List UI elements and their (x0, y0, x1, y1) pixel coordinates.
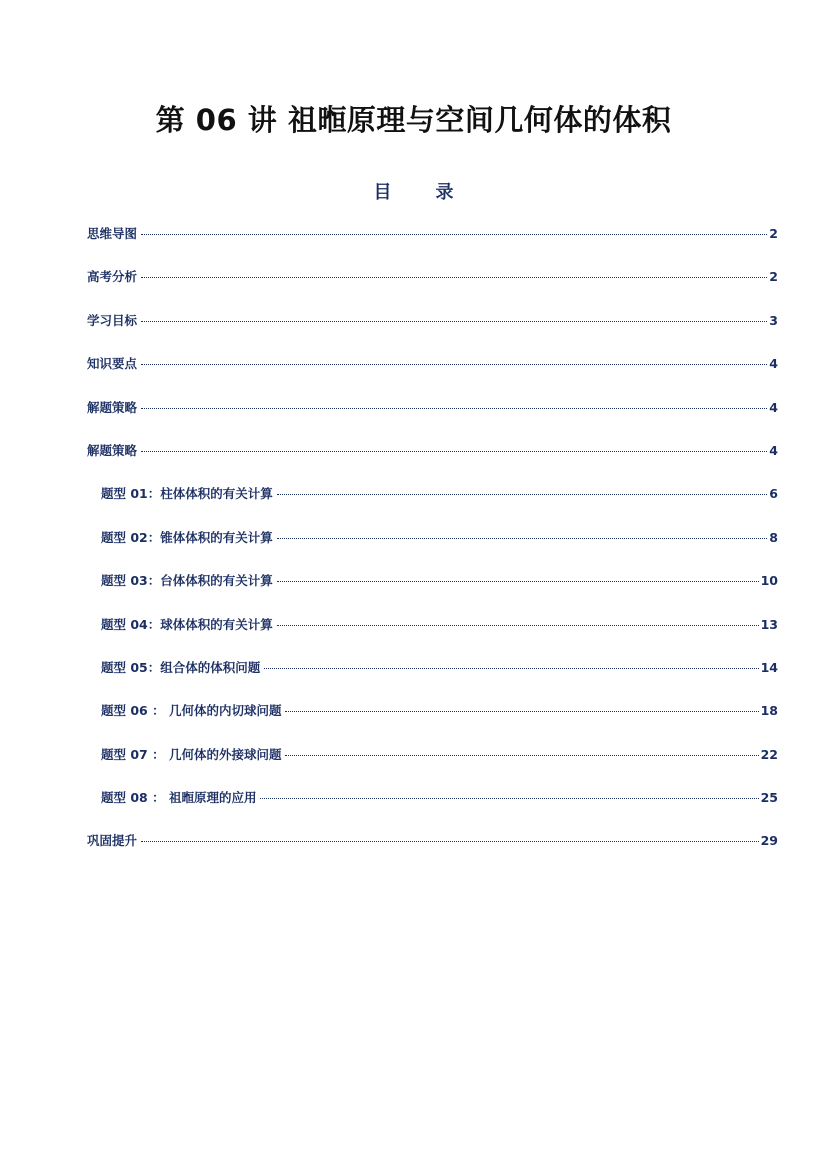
toc-page-number: 3 (769, 312, 778, 328)
toc-entry[interactable] (87, 267, 778, 310)
toc-dot-leader (277, 494, 768, 495)
toc-entry[interactable] (87, 354, 778, 397)
toc-dot-leader (264, 668, 758, 669)
toc-entry-label: 解题策略 (87, 399, 138, 415)
toc-entry[interactable] (87, 311, 778, 354)
toc-entry[interactable] (87, 788, 778, 831)
toc-entry-label: 题型 04：球体体积的有关计算 (101, 616, 273, 632)
toc-page-number: 13 (760, 616, 778, 632)
toc-entry-label: 巩固提升 (87, 833, 138, 849)
toc-entry[interactable] (87, 831, 778, 874)
toc-page-number: 8 (769, 529, 778, 545)
toc-dot-leader (141, 364, 767, 365)
toc-entry-label: 题型 03：台体体积的有关计算 (101, 573, 273, 589)
toc-page-number: 4 (769, 356, 778, 372)
toc-dot-leader (277, 625, 759, 626)
toc-entry[interactable] (87, 615, 778, 658)
toc-page-number: 10 (760, 573, 778, 589)
toc-dot-leader (277, 538, 768, 539)
toc-entry-label: 题型 08 ： 祖暅原理的应用 (101, 790, 257, 806)
toc-dot-leader (141, 841, 759, 842)
toc-entry-label: 题型 06 ： 几何体的内切球问题 (101, 703, 282, 719)
toc-dot-leader (141, 277, 767, 278)
toc-page-number: 29 (760, 833, 778, 849)
toc-heading-left: 目 (373, 182, 392, 203)
toc-heading-right: 录 (435, 182, 454, 203)
toc-dot-leader (141, 408, 767, 409)
toc-entry[interactable] (87, 441, 778, 484)
toc-page-number: 18 (760, 703, 778, 719)
toc-entry[interactable] (87, 224, 778, 267)
toc-entry-label: 学习目标 (87, 312, 138, 328)
toc-dot-leader (285, 711, 758, 712)
toc-entry[interactable] (87, 745, 778, 788)
toc-entry[interactable] (87, 701, 778, 744)
document-title: 第 06 讲 祖暅原理与空间几何体的体积 (155, 103, 672, 137)
toc-page-number: 6 (769, 486, 778, 502)
toc-entry-label: 高考分析 (87, 269, 138, 285)
toc-entry[interactable] (87, 571, 778, 614)
toc-entry[interactable] (87, 484, 778, 527)
toc-entry-label: 题型 02：锥体体积的有关计算 (101, 529, 273, 545)
toc-entry-label: 题型 01：柱体体积的有关计算 (101, 486, 273, 502)
toc-dot-leader (285, 755, 758, 756)
toc-entry-label: 题型 07 ： 几何体的外接球问题 (101, 746, 282, 762)
toc-page-number: 2 (769, 269, 778, 285)
toc-page-number: 25 (760, 790, 778, 806)
toc-page-number: 14 (760, 659, 778, 675)
toc-dot-leader (141, 321, 767, 322)
toc-entry-label: 思维导图 (87, 226, 138, 241)
toc-entry-label: 知识要点 (87, 356, 138, 372)
toc-entry-label: 解题策略 (87, 442, 138, 458)
toc-dot-leader (277, 581, 759, 582)
table-of-contents (87, 224, 778, 875)
toc-page-number: 22 (760, 746, 778, 762)
toc-dot-leader (141, 451, 767, 452)
toc-entry-label: 题型 05：组合体的体积问题 (101, 659, 261, 675)
toc-page-number: 2 (769, 226, 778, 241)
toc-page-number: 4 (769, 442, 778, 458)
toc-page-number: 4 (769, 399, 778, 415)
toc-dot-leader (141, 234, 767, 235)
toc-entry[interactable] (87, 398, 778, 441)
toc-entry[interactable] (87, 658, 778, 701)
toc-entry[interactable] (87, 528, 778, 571)
toc-heading (0, 178, 827, 204)
toc-dot-leader (260, 798, 758, 799)
